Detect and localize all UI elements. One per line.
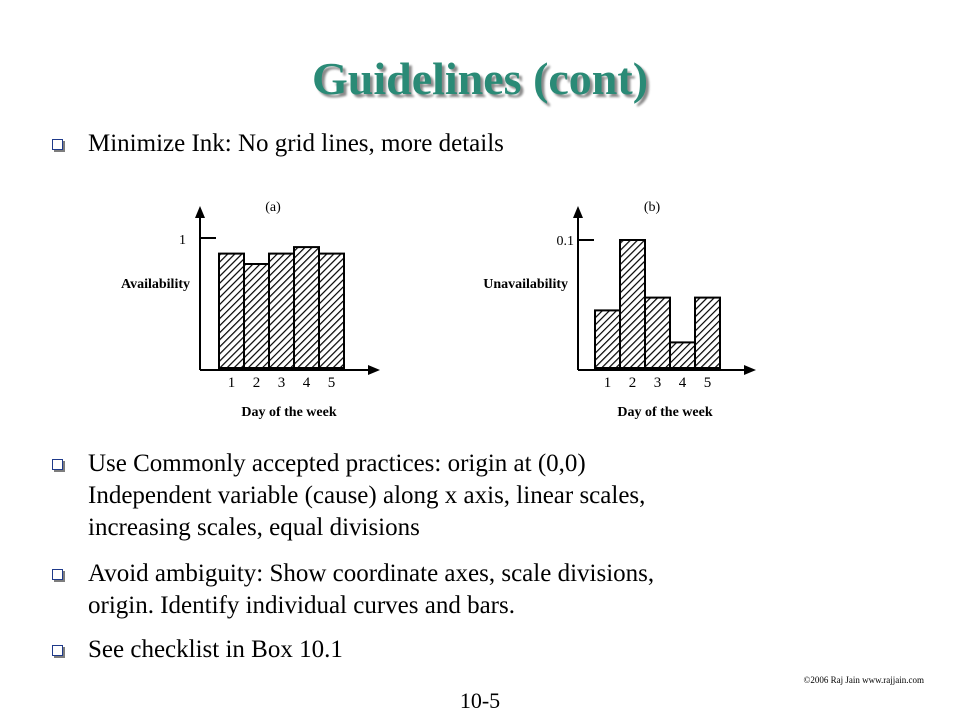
page-number: 10-5: [459, 688, 501, 713]
chart-a: [121, 200, 380, 420]
chart-b-y-arrow-icon: [573, 206, 583, 218]
bullet-line: origin. Identify individual curves and bars.: [88, 592, 515, 619]
chart-b-x-tick-label: 1: [603, 375, 612, 391]
chart-a-y-tick-label: 1: [179, 233, 186, 248]
bullet-line: Use Commonly accepted practices: origin at (0,0): [88, 450, 586, 477]
chart-b-x-tick-label: 2: [628, 375, 637, 391]
chart-b-bar-1: [595, 310, 620, 368]
chart-a-bar-3: [269, 254, 294, 368]
chart-a-title: (a): [265, 200, 281, 215]
bullet-line: Minimize Ink: No grid lines, more details: [88, 130, 504, 157]
chart-a-bar-2: [244, 264, 269, 368]
bullet-line: increasing scales, equal divisions: [88, 514, 420, 541]
chart-a-x-tick-label: 1: [227, 375, 236, 391]
chart-a-x-arrow-icon: [368, 365, 380, 375]
chart-b-bar-3: [645, 298, 670, 368]
chart-a-x-tick-label: 2: [252, 375, 261, 391]
chart-b-x-tick-label: 3: [653, 375, 662, 391]
chart-a-x-tick-label: 4: [302, 375, 311, 391]
chart-a-bar-4: [294, 247, 319, 368]
bullet-box-icon: [52, 645, 63, 656]
chart-b-bar-4: [670, 342, 695, 368]
chart-b-x-tick-label: 4: [678, 375, 687, 391]
bullet-line: Independent variable (cause) along x axis, linear scales,: [88, 482, 646, 509]
bullet-line: See checklist in Box 10.1: [88, 636, 343, 663]
chart-a-y-arrow-icon: [195, 206, 205, 218]
chart-b: [483, 200, 756, 420]
slide-title: Guidelines (cont): [311, 53, 649, 104]
chart-b-x-arrow-icon: [744, 365, 756, 375]
chart-b-ylabel: Unavailability: [483, 277, 568, 292]
chart-b-bar-2: [620, 240, 645, 368]
bullet-line: Avoid ambiguity: Show coordinate axes, scale divisions,: [88, 560, 655, 587]
chart-b-xlabel: Day of the week: [617, 405, 713, 420]
chart-b-bar-5: [695, 298, 720, 368]
chart-b-title: (b): [643, 200, 661, 215]
chart-a-x-tick-label: 3: [277, 375, 286, 391]
bullet-box-icon: [52, 459, 63, 470]
chart-a-x-tick-label: 5: [327, 375, 336, 391]
chart-a-bar-5: [319, 254, 344, 368]
chart-b-y-tick-label: 0.1: [556, 234, 574, 249]
chart-a-bar-1: [219, 254, 244, 368]
bullet-box-icon: [52, 569, 63, 580]
chart-b-x-tick-label: 5: [703, 375, 712, 391]
chart-a-xlabel: Day of the week: [241, 405, 337, 420]
copyright-notice: ©2006 Raj Jain www.rajjain.com: [803, 675, 924, 685]
chart-a-ylabel: Availability: [121, 277, 190, 292]
